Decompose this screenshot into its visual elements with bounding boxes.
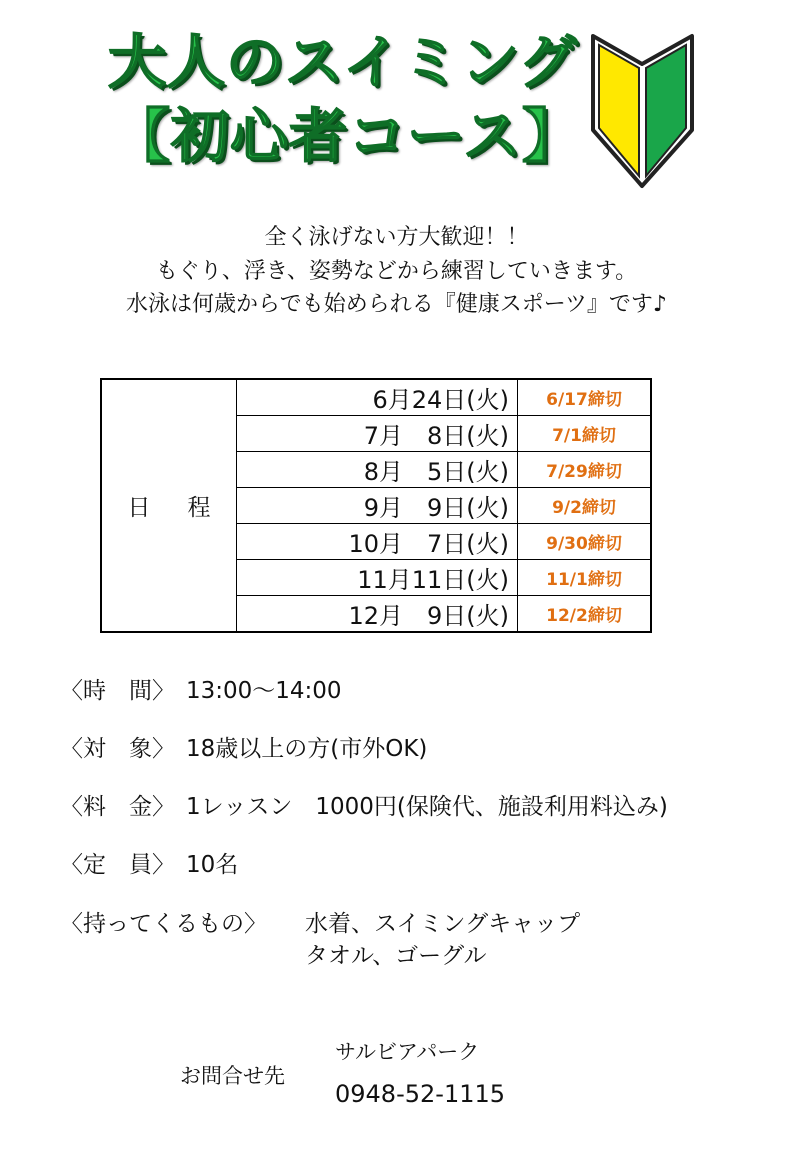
schedule-date: 9月 9日(火) bbox=[237, 488, 518, 524]
contact-label: お問合せ先 bbox=[180, 1064, 285, 1088]
schedule-deadline: 7/1締切 bbox=[518, 416, 652, 452]
title-line-2: 【初心者コース】 bbox=[112, 102, 582, 170]
intro-line-1: 全く泳げない方大歓迎！！ bbox=[264, 225, 529, 250]
schedule-table bbox=[100, 378, 652, 633]
capacity-value: 10名 bbox=[186, 852, 239, 878]
schedule-deadline: 12/2締切 bbox=[518, 596, 652, 633]
intro-line-2: もぐり、浮き、姿勢などから練習していきます。 bbox=[155, 259, 638, 284]
schedule-date: 7月 8日(火) bbox=[237, 416, 518, 452]
contact-phone: 0948-52-1115 bbox=[335, 1080, 506, 1108]
bring-line-1: 水着、スイミングキャップ bbox=[305, 911, 581, 937]
fee-label: 〈料 金〉 bbox=[60, 794, 175, 820]
table-row bbox=[101, 379, 651, 416]
bring-line-2: タオル、ゴーグル bbox=[305, 943, 487, 969]
schedule-date: 6月24日(火) bbox=[237, 379, 518, 416]
schedule-date: 8月 5日(火) bbox=[237, 452, 518, 488]
schedule-deadline: 6/17締切 bbox=[518, 379, 652, 416]
target-value: 18歳以上の方(市外OK) bbox=[186, 736, 428, 762]
schedule-label-second: 程 bbox=[187, 495, 211, 521]
schedule-deadline: 7/29締切 bbox=[518, 452, 652, 488]
schedule-deadline: 9/30締切 bbox=[518, 524, 652, 560]
schedule-label-first: 日 bbox=[127, 495, 151, 521]
schedule-date: 11月11日(火) bbox=[237, 560, 518, 596]
target-label: 〈対 象〉 bbox=[60, 736, 175, 762]
schedule-label bbox=[101, 379, 237, 632]
capacity-label: 〈定 員〉 bbox=[60, 852, 175, 878]
schedule-deadline: 11/1締切 bbox=[518, 560, 652, 596]
schedule-date: 10月 7日(火) bbox=[237, 524, 518, 560]
fee-value: 1レッスン 1000円(保険代、施設利用料込み) bbox=[186, 794, 668, 820]
contact-name: サルビアパーク bbox=[335, 1040, 480, 1064]
schedule-date: 12月 9日(火) bbox=[237, 596, 518, 633]
intro-line-3: 水泳は何歳からでも始められる『健康スポーツ』です♪ bbox=[126, 292, 667, 317]
title-line-1: 大人のスイミング bbox=[108, 28, 578, 96]
time-label: 〈時 間〉 bbox=[60, 678, 175, 704]
beginner-mark-icon bbox=[585, 30, 700, 190]
schedule-deadline: 9/2締切 bbox=[518, 488, 652, 524]
bring-label: 〈持ってくるもの〉 bbox=[60, 911, 267, 937]
time-value: 13:00～14:00 bbox=[186, 678, 342, 704]
